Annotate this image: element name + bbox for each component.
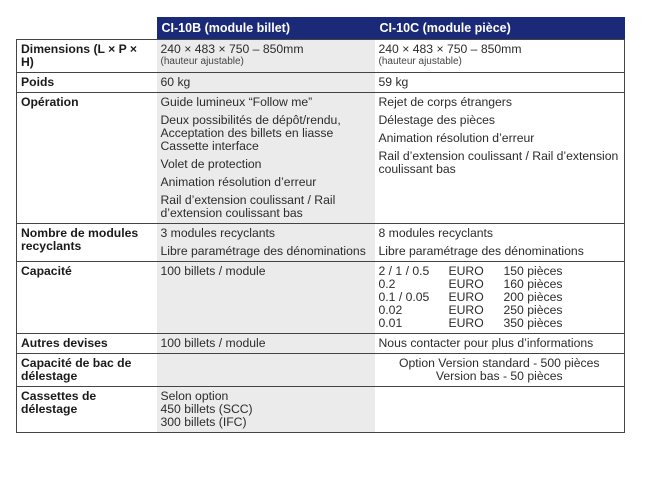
value-line: Option Version standard - 500 pièces [398,356,600,370]
quantity: 160 pièces [503,277,563,291]
header-ci10b: CI-10B (module billet) [157,17,375,40]
row-label: Autres devises [17,334,157,354]
cell-c [375,387,625,433]
row-poids [17,73,625,93]
header-ci10c: CI-10C (module pièce) [375,17,625,40]
row-capacite [17,262,625,334]
row-label: Opération [17,93,157,224]
cell-c [375,354,625,387]
row-label: Poids [17,73,157,93]
row-label: Nombre de modules recyclants [17,224,157,262]
currency: EURO [448,316,484,330]
capacity-row [379,317,621,330]
capacity-row [379,304,621,317]
cell-c [375,40,625,73]
list-item: Libre paramétrage des dénominations [378,244,584,258]
currency: EURO [448,303,484,317]
row-operation [17,93,625,224]
denomination: 0.01 [378,316,403,330]
list-item: Délestage des pièces [378,113,496,127]
list-item: Rejet de corps étrangers [378,95,512,109]
quantity: 150 pièces [503,264,563,278]
value-line: 300 billets (IFC) [160,415,247,429]
value-line: Version bas - 50 pièces [435,369,563,383]
row-label: Dimensions (L × P × H) [17,40,157,73]
list-item: Volet de protection [160,157,262,171]
currency: EURO [448,290,484,304]
row-label: Cassettes de délestage [17,387,157,433]
denomination: 2 / 1 / 0.5 [378,264,430,278]
list-item: Rail d’extension coulissant / Rail d’extension coulissant bas [160,193,336,220]
capacity-row [379,291,621,304]
capacity-row [379,265,621,278]
row-bac [17,354,625,387]
cell-b [157,93,375,224]
denomination: 0.2 [378,277,396,291]
row-devises [17,334,625,354]
row-label: Capacité [17,262,157,334]
value-text: 240 × 483 × 750 – 850mm [160,42,304,56]
header-blank [17,17,157,40]
denomination: 0.1 / 0.05 [378,290,430,304]
list-item: Animation résolution d’erreur [160,175,317,189]
cell-b: 100 billets / module [157,334,375,354]
list-item: Libre paramétrage des dénominations [160,244,366,258]
note-text: (hauteur ajustable) [378,56,462,67]
cell-b [157,387,375,433]
denomination: 0.02 [378,303,403,317]
value-line: Selon option [160,389,229,403]
header-row [17,17,625,40]
quantity: 250 pièces [503,303,563,317]
cell-c [375,262,625,334]
list-item: Rail d’extension coulissant / Rail d’extension coulissant bas [378,149,619,176]
list-item: 3 modules recyclants [160,226,275,240]
list-item: Guide lumineux “Follow me” [160,95,313,109]
cell-b [157,354,375,387]
cell-b: 100 billets / module [157,262,375,334]
cell-c: 59 kg [375,73,625,93]
row-modules [17,224,625,262]
spec-table [16,17,625,433]
list-item: 8 modules recyclants [378,226,493,240]
value-text: 240 × 483 × 750 – 850mm [378,42,522,56]
cell-c [375,224,625,262]
value-line: 450 billets (SCC) [160,402,253,416]
quantity: 350 pièces [503,316,563,330]
currency: EURO [448,264,484,278]
note-text: (hauteur ajustable) [160,56,244,67]
cell-b [157,224,375,262]
cell-c [375,93,625,224]
row-label: Capacité de bac de délestage [17,354,157,387]
quantity: 200 pièces [503,290,563,304]
currency: EURO [448,277,484,291]
cell-c: Nous contacter pour plus d’informations [375,334,625,354]
row-dimensions [17,40,625,73]
list-item: Animation résolution d’erreur [378,131,535,145]
row-cassettes [17,387,625,433]
cell-b [157,40,375,73]
cell-b: 60 kg [157,73,375,93]
list-item: Deux possibilités de dépôt/rendu, Acceptation des billets en liasse Cassette interface [160,113,341,153]
